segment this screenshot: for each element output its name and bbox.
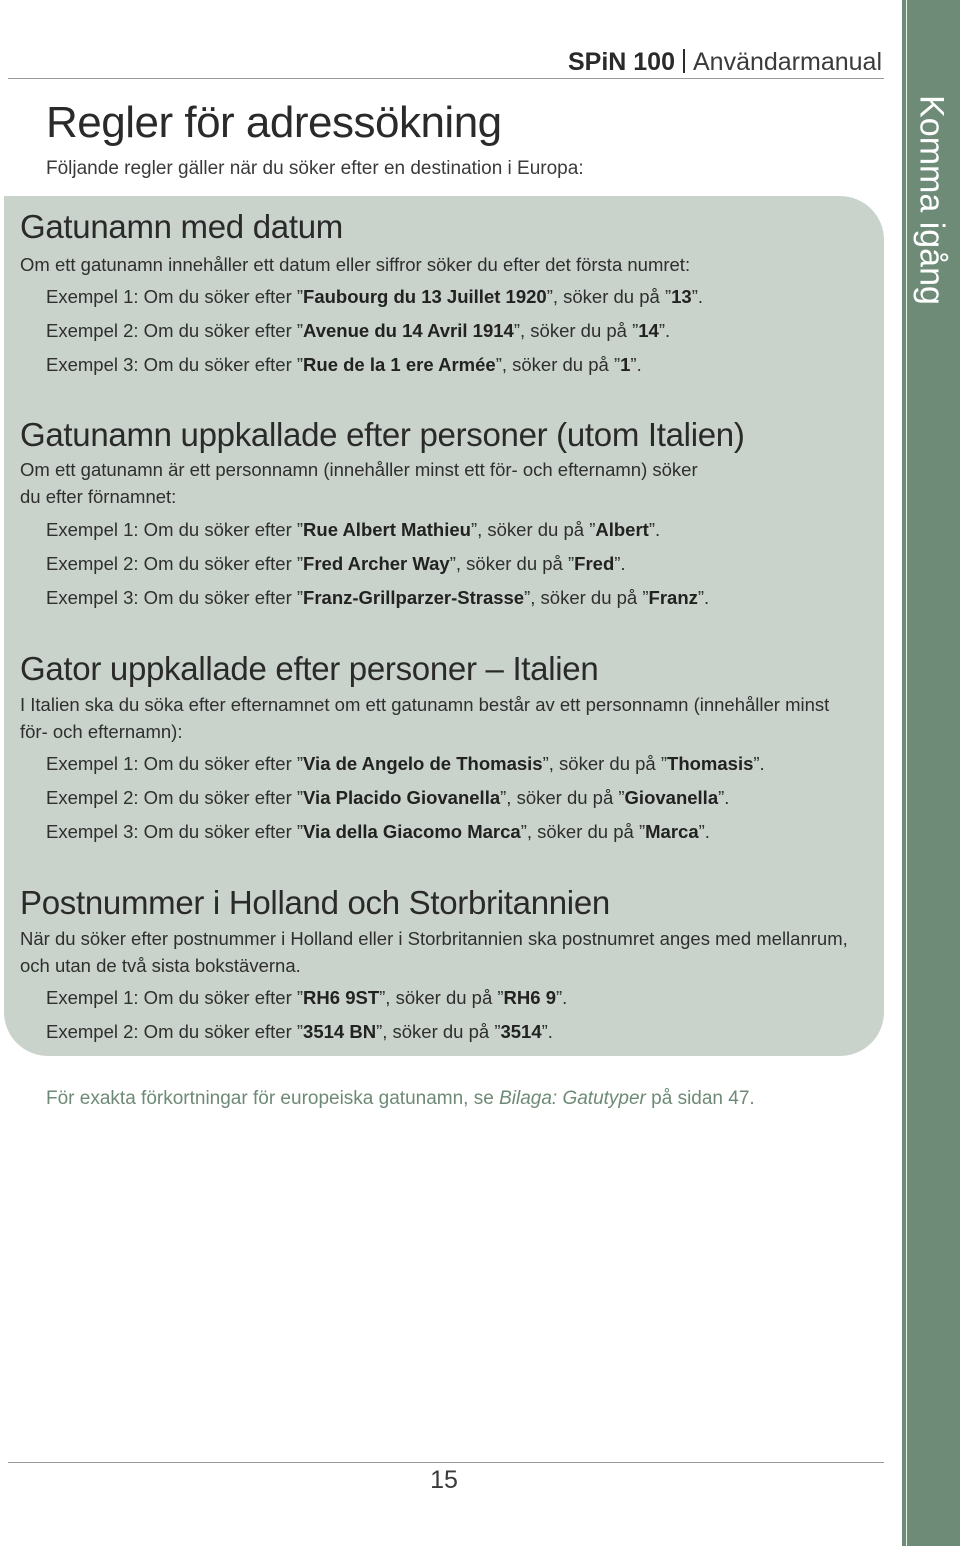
manual-subtitle: Användarmanual bbox=[692, 48, 882, 76]
section-desc-postcodes-line2: och utan de två sista bokstäverna. bbox=[20, 955, 301, 976]
side-tab-line bbox=[906, 0, 907, 1546]
example-postcodes-1: Exempel 1: Om du söker efter ”RH6 9ST”, söker du på ”RH6 9”. bbox=[46, 987, 568, 1008]
example-dates-3: Exempel 3: Om du söker efter ”Rue de la 1 ere Armée”, söker du på ”1”. bbox=[46, 354, 642, 375]
section-desc-dates: Om ett gatunamn innehåller ett datum eller siffror söker du efter det första numret: bbox=[20, 254, 691, 275]
example-dates-2: Exempel 2: Om du söker efter ”Avenue du 14 Avril 1914”, söker du på ”14”. bbox=[46, 320, 671, 341]
section-title-italy: Gator uppkallade efter personer – Italien bbox=[20, 650, 599, 687]
example-italy-1: Exempel 1: Om du söker efter ”Via de Angelo de Thomasis”, söker du på ”Thomasis”. bbox=[46, 753, 765, 774]
footnote: För exakta förkortningar för europeiska gatunamn, se Bilaga: Gatutyper på sidan 47. bbox=[46, 1088, 755, 1109]
section-desc-persons-line1: Om ett gatunamn är ett personnamn (innehåller minst ett för- och efternamn) söker bbox=[20, 459, 698, 480]
header-divider bbox=[683, 49, 685, 73]
page-title: Regler för adressökning bbox=[46, 98, 502, 147]
section-desc-italy-line2: för- och efternamn): bbox=[20, 721, 183, 742]
example-persons-1: Exempel 1: Om du söker efter ”Rue Albert Mathieu”, söker du på ”Albert”. bbox=[46, 519, 661, 540]
example-dates-1: Exempel 1: Om du söker efter ”Faubourg du 13 Juillet 1920”, söker du på ”13”. bbox=[46, 286, 704, 307]
header-brand bbox=[568, 47, 882, 77]
section-desc-italy-line1: I Italien ska du söka efter efternamnet om ett gatunamn består av ett personnamn (innehåller minst bbox=[20, 694, 830, 715]
example-italy-3: Exempel 3: Om du söker efter ”Via della Giacomo Marca”, söker du på ”Marca”. bbox=[46, 821, 710, 842]
section-title-postcodes: Postnummer i Holland och Storbritannien bbox=[20, 884, 610, 921]
example-persons-3: Exempel 3: Om du söker efter ”Franz-Grillparzer-Strasse”, söker du på ”Franz”. bbox=[46, 587, 710, 608]
bottom-rule bbox=[8, 1462, 884, 1463]
product-name: SPiN 100 bbox=[567, 48, 675, 76]
top-rule bbox=[8, 78, 884, 79]
page-intro: Följande regler gäller när du söker efter en destination i Europa: bbox=[46, 158, 584, 179]
example-italy-2: Exempel 2: Om du söker efter ”Via Placido Giovanella”, söker du på ”Giovanella”. bbox=[46, 787, 730, 808]
side-tab-label: Komma igång bbox=[912, 95, 951, 305]
section-desc-persons-line2: du efter förnamnet: bbox=[20, 486, 177, 507]
appendix-reference: Bilaga: Gatutyper bbox=[499, 1088, 646, 1109]
example-persons-2: Exempel 2: Om du söker efter ”Fred Archer Way”, söker du på ”Fred”. bbox=[46, 553, 626, 574]
section-title-persons: Gatunamn uppkallade efter personer (utom Italien) bbox=[20, 416, 745, 453]
section-desc-postcodes-line1: När du söker efter postnummer i Holland eller i Storbritannien ska postnumret anges med mellanrum, bbox=[20, 928, 848, 949]
section-title-dates: Gatunamn med datum bbox=[20, 208, 343, 245]
example-postcodes-2: Exempel 2: Om du söker efter ”3514 BN”, söker du på ”3514”. bbox=[46, 1021, 553, 1042]
